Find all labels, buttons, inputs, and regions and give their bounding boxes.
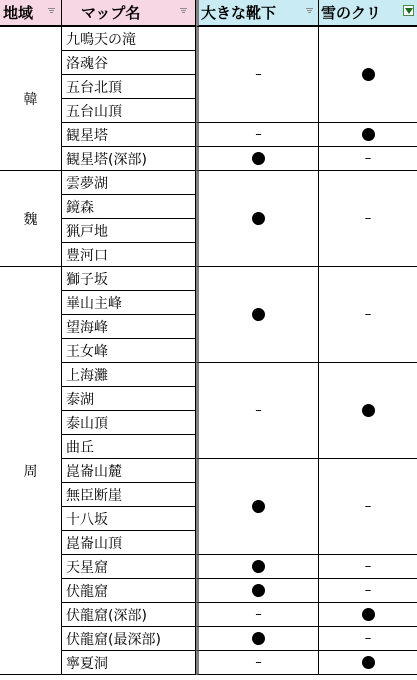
- socks-value-cell[interactable]: [196, 651, 319, 675]
- map-name: 洛魂谷: [66, 55, 108, 72]
- snow-no-mark: –: [364, 499, 372, 514]
- socks-no-mark: –: [255, 655, 262, 670]
- map-name: 五台北頂: [66, 79, 122, 96]
- socks-no-mark: –: [255, 403, 262, 418]
- snow-no-mark: –: [364, 151, 372, 166]
- socks-no-mark: –: [255, 127, 262, 142]
- socks-value-cell[interactable]: [196, 363, 319, 459]
- map-name: 崑崙山麓: [66, 463, 122, 480]
- header-socks-label: 大きな靴下: [201, 4, 277, 22]
- map-name: 十八坂: [66, 511, 108, 528]
- map-name-cell[interactable]: [62, 603, 196, 627]
- filter-active-icon[interactable]: [403, 5, 414, 16]
- map-name-cell[interactable]: [62, 459, 196, 483]
- filter-dropdown-icon[interactable]: [304, 5, 315, 16]
- header-map[interactable]: [62, 0, 196, 27]
- snow-value-cell[interactable]: [319, 603, 417, 627]
- snow-yes-mark: [362, 404, 375, 417]
- snow-yes-mark: [362, 656, 375, 669]
- socks-value-cell[interactable]: [196, 579, 319, 603]
- socks-yes-mark: [252, 308, 265, 321]
- snow-no-mark: –: [364, 631, 372, 646]
- map-name-cell[interactable]: [62, 219, 196, 243]
- map-name: 猟戸地: [66, 223, 108, 240]
- map-name: 伏龍窟(深部): [66, 607, 147, 624]
- socks-yes-mark: [252, 632, 265, 645]
- map-name: 五台山頂: [66, 103, 122, 120]
- map-name: 上海灘: [66, 367, 108, 384]
- map-name-cell[interactable]: [62, 147, 196, 171]
- socks-yes-mark: [252, 152, 265, 165]
- map-name: 鏡森: [66, 199, 94, 216]
- socks-value-cell[interactable]: [196, 147, 319, 171]
- region-cell[interactable]: [0, 267, 62, 675]
- map-name: 獅子坂: [66, 271, 108, 288]
- socks-value-cell[interactable]: [196, 555, 319, 579]
- snow-value-cell[interactable]: [319, 363, 417, 459]
- map-name-cell[interactable]: [62, 315, 196, 339]
- map-name-cell[interactable]: [62, 411, 196, 435]
- snow-no-mark: –: [364, 559, 372, 574]
- snow-value-cell[interactable]: [319, 651, 417, 675]
- map-name: 観星塔: [66, 127, 108, 144]
- snow-value-cell[interactable]: [319, 627, 417, 651]
- snow-value-cell[interactable]: [319, 459, 417, 555]
- socks-value-cell[interactable]: [196, 123, 319, 147]
- map-name-cell[interactable]: [62, 291, 196, 315]
- map-name: 寧夏洞: [66, 655, 108, 672]
- map-name: 天星窟: [66, 559, 108, 576]
- snow-value-cell[interactable]: [319, 171, 417, 267]
- socks-yes-mark: [252, 584, 265, 597]
- snow-yes-mark: [362, 68, 375, 81]
- map-name: 観星塔(深部): [66, 151, 147, 168]
- map-name: 無臣断崖: [66, 487, 122, 504]
- map-name-cell[interactable]: [62, 483, 196, 507]
- map-name: 雲夢湖: [66, 175, 108, 192]
- map-name-cell[interactable]: [62, 267, 196, 291]
- snow-value-cell[interactable]: [319, 147, 417, 171]
- snow-yes-mark: [362, 608, 375, 621]
- map-name-cell[interactable]: [62, 507, 196, 531]
- map-name: 崑崙山頂: [66, 535, 122, 552]
- socks-yes-mark: [252, 560, 265, 573]
- socks-no-mark: –: [255, 67, 262, 82]
- map-name-cell[interactable]: [62, 627, 196, 651]
- snow-no-mark: –: [364, 583, 372, 598]
- socks-value-cell[interactable]: [196, 627, 319, 651]
- filter-dropdown-icon[interactable]: [178, 5, 189, 16]
- map-name-cell[interactable]: [62, 51, 196, 75]
- map-name-cell[interactable]: [62, 531, 196, 555]
- snow-yes-mark: [362, 128, 375, 141]
- socks-value-cell[interactable]: [196, 171, 319, 267]
- map-name: 泰山頂: [66, 415, 108, 432]
- socks-value-cell[interactable]: [196, 27, 319, 123]
- map-name-cell[interactable]: [62, 243, 196, 267]
- region-label: 韓: [23, 91, 38, 108]
- map-name-cell[interactable]: [62, 579, 196, 603]
- snow-value-cell[interactable]: [319, 27, 417, 123]
- snow-value-cell[interactable]: [319, 267, 417, 363]
- snow-no-mark: –: [364, 211, 372, 226]
- header-snow[interactable]: [319, 0, 417, 27]
- socks-value-cell[interactable]: [196, 603, 319, 627]
- region-cell[interactable]: [0, 27, 62, 171]
- map-name-cell[interactable]: [62, 171, 196, 195]
- map-name-cell[interactable]: [62, 195, 196, 219]
- map-name-cell[interactable]: [62, 123, 196, 147]
- filter-dropdown-icon[interactable]: [46, 5, 57, 16]
- header-region[interactable]: [0, 0, 62, 27]
- map-name: 曲丘: [66, 439, 94, 456]
- map-name: 伏龍窟(最深部): [66, 631, 161, 648]
- map-name: 泰湖: [66, 391, 94, 408]
- map-name: 望海峰: [66, 319, 108, 336]
- socks-yes-mark: [252, 500, 265, 513]
- snow-no-mark: –: [364, 307, 372, 322]
- map-name: 王女峰: [66, 343, 108, 360]
- snow-value-cell[interactable]: [319, 555, 417, 579]
- region-label: 周: [23, 463, 38, 480]
- map-name: 伏龍窟: [66, 583, 108, 600]
- map-name-cell[interactable]: [62, 363, 196, 387]
- map-name: 豊河口: [66, 247, 108, 264]
- map-name-cell[interactable]: [62, 435, 196, 459]
- socks-yes-mark: [252, 212, 265, 225]
- region-cell[interactable]: [0, 171, 62, 267]
- header-socks[interactable]: [196, 0, 319, 27]
- header-map-label: マップ名: [81, 4, 141, 22]
- header-region-label: 地域: [3, 4, 34, 22]
- region-label: 魏: [23, 211, 38, 228]
- map-name-cell[interactable]: [62, 75, 196, 99]
- snow-value-cell[interactable]: [319, 123, 417, 147]
- map-name: 崋山主峰: [66, 295, 122, 312]
- map-name-cell[interactable]: [62, 651, 196, 675]
- map-name-cell[interactable]: [62, 99, 196, 123]
- map-name-cell[interactable]: [62, 27, 196, 51]
- snow-value-cell[interactable]: [319, 579, 417, 603]
- map-name-cell[interactable]: [62, 555, 196, 579]
- header-snow-label: 雪のクリ: [321, 4, 382, 22]
- socks-no-mark: –: [255, 607, 262, 622]
- map-name-cell[interactable]: [62, 339, 196, 363]
- socks-value-cell[interactable]: [196, 459, 319, 555]
- socks-value-cell[interactable]: [196, 267, 319, 363]
- map-name-cell[interactable]: [62, 387, 196, 411]
- map-name: 九鳴天の滝: [66, 31, 136, 48]
